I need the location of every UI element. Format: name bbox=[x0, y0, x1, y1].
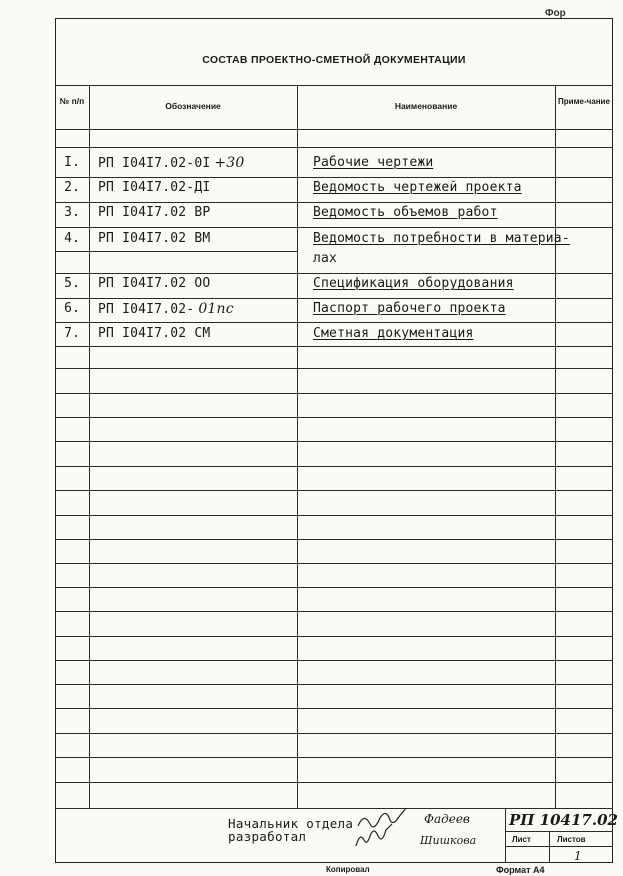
grid-line bbox=[55, 417, 613, 418]
row-designation bbox=[98, 205, 210, 220]
column-divider-1 bbox=[89, 85, 90, 808]
grid-line bbox=[55, 684, 613, 685]
row-number: 3. bbox=[64, 205, 80, 220]
stamp-divider bbox=[505, 808, 506, 863]
row-name-continuation: лах bbox=[313, 251, 338, 266]
row-name: Паспорт рабочего проекта bbox=[313, 301, 506, 316]
signature-name-1: Фадеев bbox=[424, 812, 470, 826]
grid-line bbox=[55, 587, 613, 588]
sheets-label: Листов bbox=[557, 835, 586, 844]
role-line-1: Начальник отдела bbox=[228, 816, 354, 831]
row-designation-text: РП I04I7.02-0I bbox=[98, 156, 211, 171]
row-number: 5. bbox=[64, 276, 80, 291]
grid-line bbox=[55, 147, 613, 148]
document-title: СОСТАВ ПРОЕКТНО-СМЕТНОЙ ДОКУМЕНТАЦИИ bbox=[202, 54, 466, 66]
grid-line bbox=[55, 298, 613, 299]
grid-line-partial bbox=[55, 251, 297, 252]
stamp-line-1 bbox=[505, 831, 613, 832]
signature-1-icon bbox=[358, 808, 406, 827]
row-designation-text: РП I04I7.02 ВМ bbox=[98, 231, 211, 246]
grid-line bbox=[55, 490, 613, 491]
grid-line bbox=[55, 441, 613, 442]
footer-top-line bbox=[55, 808, 613, 809]
grid-line bbox=[55, 636, 613, 637]
row-designation-handwritten: 01пс bbox=[198, 301, 234, 317]
stamp-code: РП 10417.02 bbox=[509, 811, 618, 829]
grid-line bbox=[55, 346, 613, 347]
form-corner-label: Фор bbox=[545, 8, 566, 19]
row-designation-text: РП I04I7.02- bbox=[98, 302, 195, 317]
grid-line bbox=[55, 273, 613, 274]
row-number: I. bbox=[64, 155, 80, 170]
header-name: Наименование bbox=[394, 101, 458, 111]
row-number: 4. bbox=[64, 231, 80, 246]
row-name: Ведомость объемов работ bbox=[313, 205, 498, 220]
grid-line bbox=[55, 322, 613, 323]
grid-line bbox=[55, 539, 613, 540]
row-designation-handwritten: +30 bbox=[214, 155, 245, 171]
format-label: Формат А4 bbox=[496, 865, 545, 875]
signature-name-2: Шишкова bbox=[420, 834, 477, 847]
row-designation-text: РП I04I7.02 ОО bbox=[98, 276, 211, 291]
row-name: Спецификация оборудования bbox=[313, 276, 514, 291]
stamp-line-2 bbox=[505, 846, 613, 847]
row-designation bbox=[98, 231, 210, 246]
row-number: 6. bbox=[64, 301, 80, 316]
row-name: Сметная документация bbox=[313, 326, 474, 341]
row-designation bbox=[98, 326, 210, 341]
row-name: Рабочие чертежи bbox=[313, 155, 434, 170]
grid-line bbox=[55, 202, 613, 203]
grid-line bbox=[55, 611, 613, 612]
grid-line bbox=[55, 782, 613, 783]
grid-line bbox=[55, 660, 613, 661]
row-number: 7. bbox=[64, 326, 80, 341]
sheet-value: 1 bbox=[574, 849, 582, 863]
grid-line bbox=[55, 466, 613, 467]
grid-line bbox=[55, 757, 613, 758]
grid-line bbox=[55, 733, 613, 734]
sheet-label: Лист bbox=[512, 835, 531, 844]
grid-line bbox=[55, 227, 613, 228]
row-designation-text: РП I04I7.02 ВР bbox=[98, 205, 211, 220]
column-divider-3 bbox=[555, 85, 556, 808]
header-num: № п/п bbox=[59, 96, 85, 106]
header-designation: Обозначение bbox=[165, 101, 221, 111]
role-line-2: разработал bbox=[228, 829, 307, 844]
row-designation bbox=[98, 276, 210, 291]
row-number: 2. bbox=[64, 180, 80, 195]
table-top-line bbox=[55, 85, 613, 86]
row-name: Ведомость чертежей проекта bbox=[313, 180, 522, 195]
row-designation bbox=[98, 155, 245, 171]
grid-line bbox=[55, 708, 613, 709]
grid-line bbox=[55, 177, 613, 178]
signature-marks bbox=[350, 802, 420, 850]
row-designation bbox=[98, 180, 210, 195]
grid-line bbox=[55, 515, 613, 516]
grid-line bbox=[55, 563, 613, 564]
grid-line bbox=[55, 368, 613, 369]
header-bottom-line bbox=[55, 129, 613, 130]
header-note: Приме-чание bbox=[558, 97, 610, 106]
copied-label: Копировал bbox=[326, 865, 370, 874]
grid-line bbox=[55, 393, 613, 394]
row-name: Ведомость потребности в материа- bbox=[313, 231, 570, 246]
column-divider-2 bbox=[297, 85, 298, 808]
row-designation bbox=[98, 301, 234, 317]
stamp-divider-2 bbox=[549, 831, 550, 863]
row-designation-text: РП I04I7.02 СМ bbox=[98, 326, 211, 341]
row-designation-text: РП I04I7.02-ДI bbox=[98, 180, 211, 195]
